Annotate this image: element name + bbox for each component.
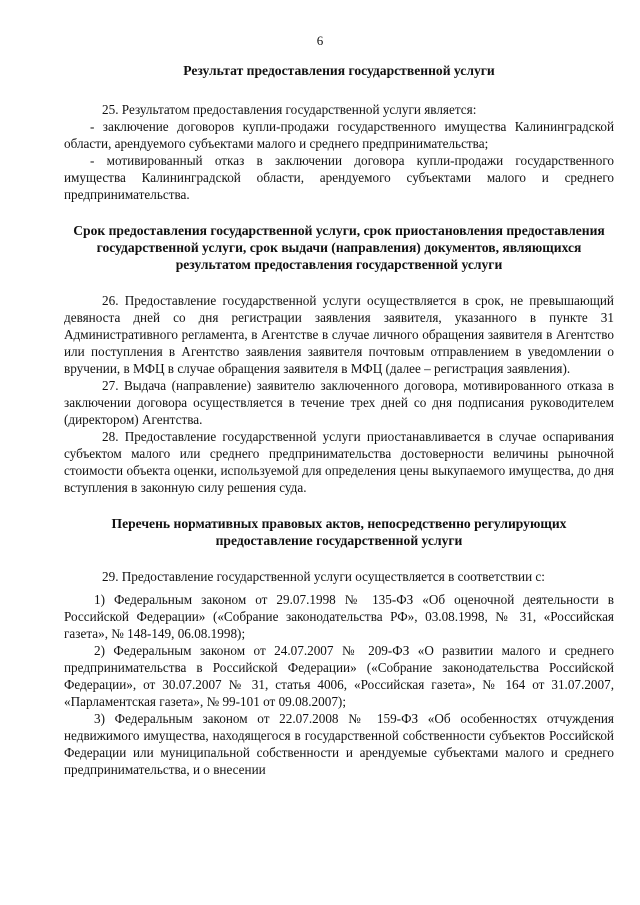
legal-act-item-2: 2) Федеральным законом от 24.07.2007 № 209-ФЗ «О развитии малого и среднего предпринимательства в Российской Федерации» («Собрание законодательства Российской Федерации», от 30.07.2007 № 31, статья 4006, «Российская газета», № 164 от 31.07.2007, «Парламентская газета», № 99-101 от 09.08.2007); [64, 643, 614, 709]
section-heading-legal-acts: Перечень нормативных правовых актов, непосредственно регулирующих предоставление государственной услуги [111, 516, 567, 548]
paragraph-29: 29. Предоставление государственной услуги осуществляется в соответствии с: [102, 569, 545, 584]
section-heading-result: Результат предоставления государственной услуги [183, 63, 495, 78]
paragraph-26: 26. Предоставление государственной услуги осуществляется в срок, не превышающий девяноста дней со дня регистрации заявления заявителя, указанного в пункте 31 Административного регламента, в Агентстве в случае личного обращения заявителя в Агентство или поступления в Агентство заявления заявителя почтовым отправлением в уведомлении о вручении, в МФЦ в случае обращения заявителя в МФЦ (далее – регистрация заявления). [64, 293, 614, 376]
legal-act-item-1: 1) Федеральным законом от 29.07.1998 № 135-ФЗ «Об оценочной деятельности в Российской Федерации» («Собрание законодательства РФ», 03.08.1998, № 31, «Российская газета», № 148-149, 06.08.1998); [64, 592, 614, 641]
paragraph-25: 25. Результатом предоставления государственной услуги является: [102, 102, 477, 117]
section-heading-terms: Срок предоставления государственной услуги, срок приостановления предоставления государственной услуги, срок выдачи (направления) документов, являющихся результатом предоставления государственной услуги [73, 223, 605, 272]
paragraph-28: 28. Предоставление государственной услуги приостанавливается в случае оспаривания субъектом малого или среднего предпринимательства достоверности величины рыночной стоимости объекта оценки, используемой для определения цены выкупаемого имущества, до дня вступления в законную силу решения суда. [64, 429, 614, 495]
legal-act-item-3: 3) Федеральным законом от 22.07.2008 № 159-ФЗ «Об особенностях отчуждения недвижимого имущества, находящегося в государственной собственности субъектов Российской Федерации или муниципальной собственности и арендуемые субъектами малого и среднего предпринимательства, и о внесении [64, 711, 614, 777]
paragraph-27: 27. Выдача (направление) заявителю заключенного договора, мотивированного отказа в заключении договора осуществляется в течение трех дней со дня подписания руководителем (директором) Агентства. [64, 378, 614, 427]
list-item-dash-1: - заключение договоров купли-продажи государственного имущества Калининградской области, арендуемого субъектами малого и среднего предпринимательства; [64, 119, 614, 151]
page-number: 6 [316, 33, 324, 48]
list-item-dash-2: - мотивированный отказ в заключении договора купли-продажи государственного имущества Калининградской области, арендуемого субъектами малого и среднего предпринимательства. [64, 153, 614, 202]
document-body [64, 62, 614, 778]
